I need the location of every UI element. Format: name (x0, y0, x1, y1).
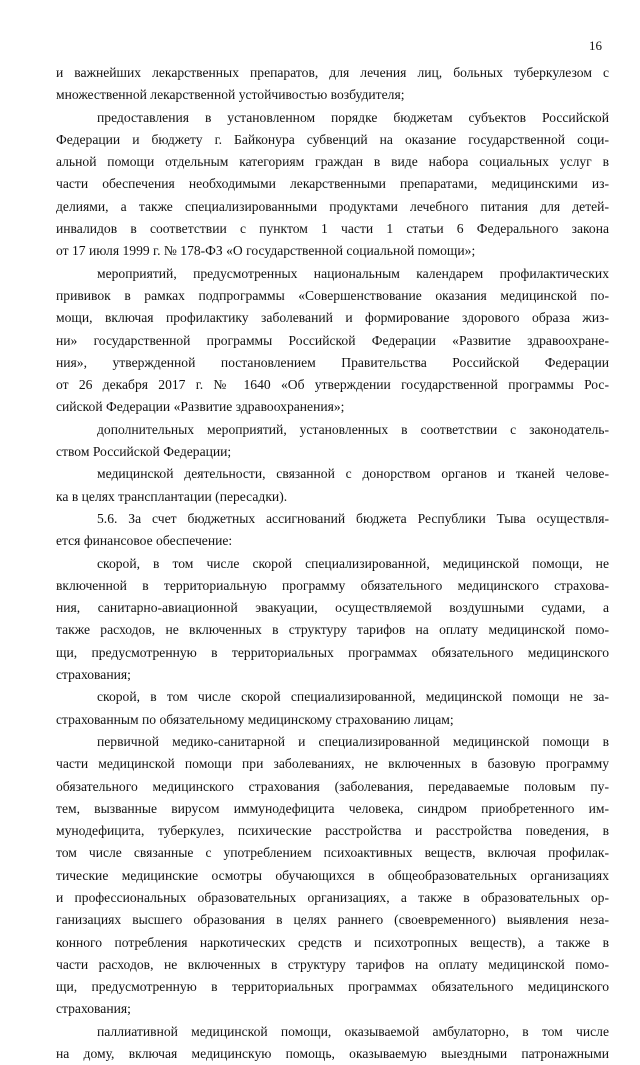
text-line: включенной в территориальную программу обязательного медицинского страхова- (56, 577, 609, 593)
text-line: ния, санитарно-авиационной эвакуации, осуществляемой воздушными судами, а (56, 600, 609, 616)
text-line: щи, предусмотренную в территориальных программах обязательного медицинского (56, 644, 609, 660)
text-line: обязательного медицинского страхования (заболевания, передаваемые половым пу- (56, 778, 609, 794)
page-number: 16 (589, 38, 602, 53)
text-line: делиями, а также специализированными продуктами лечебного питания для детей- (56, 198, 609, 214)
text-line: страхования; (56, 667, 131, 683)
text-line: дополнительных мероприятий, установленных в соответствии с законодатель- (97, 421, 609, 437)
text-line: прививок в рамках подпрограммы «Совершенствование оказания медицинской по- (56, 287, 609, 303)
text-line: первичной медико-санитарной и специализированной медицинской помощи в (97, 733, 609, 749)
text-line: паллиативной медицинской помощи, оказываемой амбулаторно, в том числе (97, 1023, 609, 1039)
text-line: части расходов, не включенных в структуру тарифов на оплату медицинской помо- (56, 956, 609, 972)
text-line: ни» государственной программы Российской Федерации «Развитие здравоохране- (56, 332, 609, 348)
text-line: и профессиональных образовательных организациях, а также в образовательных ор- (56, 889, 609, 905)
text-line: ганизациях высшего образования в целях раннего (своевременного) выявления неза- (56, 912, 609, 928)
text-line: множественной лекарственной устойчивостью возбудителя; (56, 87, 405, 103)
text-line: и важнейших лекарственных препаратов, для лечения лиц, больных туберкулезом с (56, 65, 609, 80)
text-line: тем, вызванные вирусом иммунодефицита человека, синдром приобретенного им- (56, 800, 609, 816)
text-line: мероприятий, предусмотренных национальным календарем профилактических (97, 265, 609, 281)
text-line: на дому, включая медицинскую помощь, оказываемую выездными патронажными (56, 1046, 609, 1062)
text-line: щи, предусмотренную в территориальных программах обязательного медицинского (56, 979, 609, 995)
text-line: ется финансовое обеспечение: (56, 533, 233, 549)
text-line: страхованным по обязательному медицинскому страхованию лицам; (56, 711, 454, 727)
text-line: мунодефицита, туберкулез, психические расстройства и расстройства поведения, в (56, 823, 609, 839)
text-line: ством Российской Федерации; (56, 444, 232, 460)
text-line: ния», утвержденной постановлением Правительства Российской Федерации (56, 354, 609, 370)
text-line: тические медицинские осмотры обучающихся в общеобразовательных организациях (56, 867, 609, 883)
text-line: от 26 декабря 2017 г. № 1640 «Об утверждении государственной программы Рос- (56, 377, 609, 393)
text-line: Федерации и бюджету г. Байконура субвенций на оказание государственной соци- (56, 131, 609, 147)
text-line: сийской Федерации «Развитие здравоохранения»; (56, 399, 345, 415)
document-body (56, 62, 609, 1065)
text-line: предоставления в установленном порядке бюджетам субъектов Российской (97, 109, 609, 125)
text-line: ка в целях трансплантации (пересадки). (56, 488, 288, 504)
text-line: скорой, в том числе скорой специализированной, медицинской помощи не за- (97, 689, 609, 705)
text-line: 5.6. За счет бюджетных ассигнований бюджета Республики Тыва осуществля- (97, 510, 609, 526)
text-line: том числе связанные с употреблением психоактивных веществ, включая профилак- (56, 845, 609, 861)
text-line: медицинской деятельности, связанной с донорством органов и тканей челове- (97, 466, 609, 482)
text-line: инвалидов в соответствии с пунктом 1 части 1 статьи 6 Федерального закона (56, 221, 609, 237)
text-line: части медицинской помощи при заболеваниях, не включенных в базовую программу (56, 756, 609, 772)
text-line: конного потребления наркотических средств и психотропных веществ), а также в (56, 934, 609, 950)
text-line: также расходов, не включенных в структуру тарифов на оплату медицинской помо- (56, 622, 609, 638)
text-line: части обеспечения необходимыми лекарственными препаратами, медицинскими из- (56, 176, 609, 192)
text-line: скорой, в том числе скорой специализированной, медицинской помощи, не (97, 555, 609, 571)
text-line: от 17 июля 1999 г. № 178-ФЗ «О государственной социальной помощи»; (56, 243, 476, 259)
text-line: мощи, включая профилактику заболеваний и формирование здорового образа жиз- (56, 310, 609, 326)
text-line: альной помощи отдельным категориям граждан в виде набора социальных услуг в (56, 154, 609, 170)
text-line: страхования; (56, 1001, 131, 1017)
